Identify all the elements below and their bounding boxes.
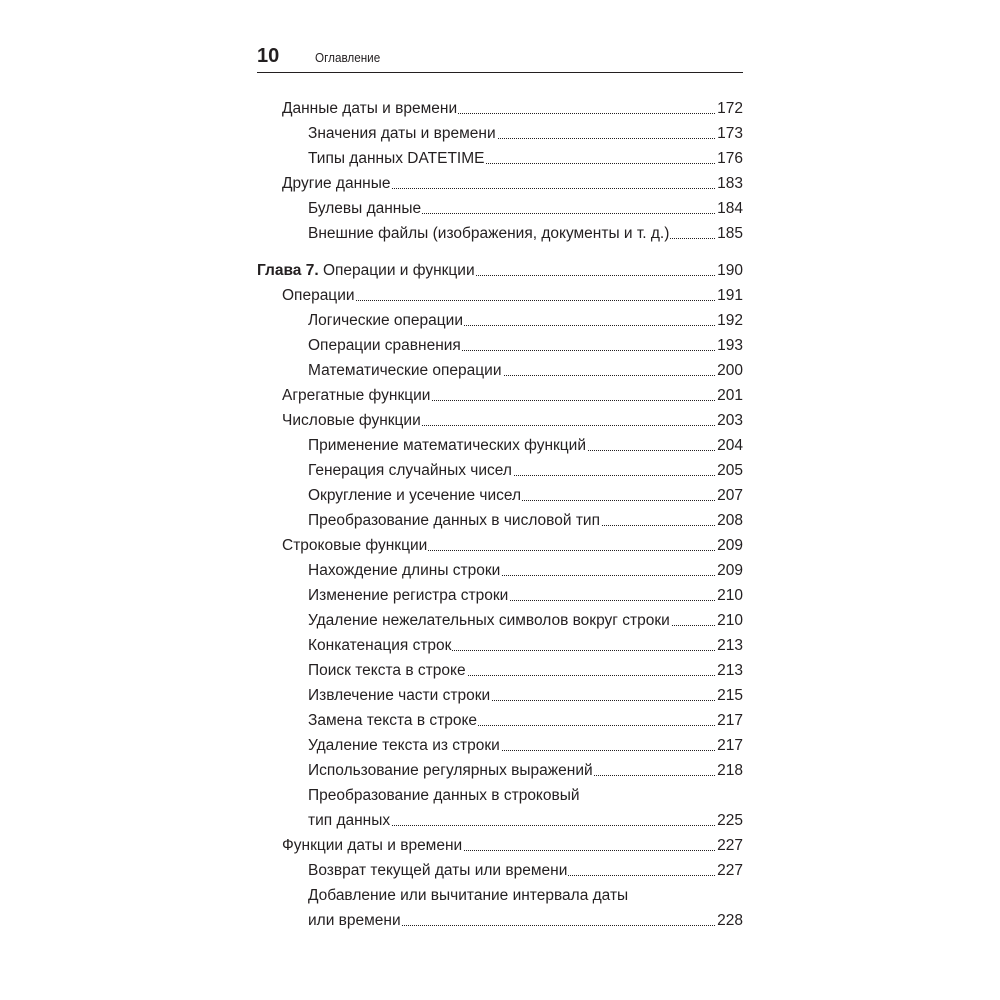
toc-entry bbox=[282, 533, 743, 558]
toc-entry bbox=[308, 708, 743, 733]
toc-entry-title-cont: тип данных bbox=[308, 812, 391, 829]
toc-entry bbox=[308, 458, 743, 483]
toc-page-number: 208 bbox=[716, 508, 743, 533]
toc-page-number: 183 bbox=[716, 171, 743, 196]
toc-page-number: 201 bbox=[716, 383, 743, 408]
toc-entry-title-cont: или времени bbox=[308, 912, 401, 929]
toc-entry-label bbox=[282, 412, 422, 429]
toc-entry-label bbox=[308, 437, 587, 454]
toc-page-number: 192 bbox=[716, 308, 743, 333]
toc-entry-title: Извлечение части строки bbox=[308, 687, 491, 704]
toc-entry-label bbox=[308, 200, 422, 217]
toc-entry-label bbox=[282, 837, 463, 854]
toc-entry-title: Другие данные bbox=[282, 175, 391, 192]
toc-entry-label bbox=[282, 175, 391, 192]
toc-entry-title: Изменение регистра строки bbox=[308, 587, 509, 604]
toc-page-number: 210 bbox=[716, 583, 743, 608]
toc-entry-title: Числовые функции bbox=[282, 412, 421, 429]
toc-entry-label bbox=[308, 487, 522, 504]
toc-page-number: 213 bbox=[716, 658, 743, 683]
toc-entry-label bbox=[308, 587, 509, 604]
toc-entry-title: Операции сравнения bbox=[308, 337, 461, 354]
toc-entry bbox=[308, 733, 743, 758]
toc-entry-label bbox=[308, 612, 671, 629]
toc-entry bbox=[308, 658, 743, 683]
toc-entry-label bbox=[308, 362, 503, 379]
toc-entry bbox=[308, 358, 743, 383]
toc-entry-title: Возврат текущей даты или времени bbox=[308, 862, 568, 879]
toc-entry-label bbox=[257, 262, 476, 279]
toc-entry-label bbox=[308, 462, 513, 479]
toc-entry-title: Математические операции bbox=[308, 362, 502, 379]
toc-entry-title: Операции и функции bbox=[318, 262, 475, 279]
toc-page-number: 184 bbox=[716, 196, 743, 221]
toc-page-number: 193 bbox=[716, 333, 743, 358]
toc-entry-continuation bbox=[308, 908, 743, 933]
toc-page-number: 205 bbox=[716, 458, 743, 483]
toc-entry bbox=[282, 283, 743, 308]
toc-entry bbox=[308, 858, 743, 883]
toc-entry-title: Значения даты и времени bbox=[308, 125, 496, 142]
toc-entry bbox=[308, 221, 743, 246]
toc-entry-label bbox=[308, 512, 601, 529]
toc-page-number: 207 bbox=[716, 483, 743, 508]
toc-entry bbox=[308, 883, 743, 933]
toc-page-number: 210 bbox=[716, 608, 743, 633]
toc-page-number: 215 bbox=[716, 683, 743, 708]
chapter-gap bbox=[257, 246, 743, 258]
toc-entry-label bbox=[308, 337, 462, 354]
toc-entry-label bbox=[308, 225, 670, 242]
toc-entry-title: Логические операции bbox=[308, 312, 463, 329]
toc-page-number: 190 bbox=[716, 258, 743, 283]
toc-entry-title: Замена текста в строке bbox=[308, 712, 478, 729]
toc-entry-label bbox=[282, 537, 428, 554]
toc-page-number: 217 bbox=[716, 733, 743, 758]
toc-entry bbox=[308, 783, 743, 833]
toc-page-number: 185 bbox=[716, 221, 743, 246]
toc-entry-title: Удаление нежелательных символов вокруг строки bbox=[308, 612, 670, 629]
toc-entry-label bbox=[308, 312, 464, 329]
toc-page-number: 225 bbox=[716, 808, 743, 833]
running-header bbox=[257, 44, 743, 73]
toc-entry-label bbox=[308, 150, 485, 167]
toc-entry bbox=[308, 196, 743, 221]
toc-entry-label bbox=[308, 562, 501, 579]
toc-page-number: 172 bbox=[716, 96, 743, 121]
toc-entry-title: Преобразование данных в строковый bbox=[308, 787, 580, 804]
toc-entry bbox=[308, 583, 743, 608]
toc-entry bbox=[282, 171, 743, 196]
toc-entry-title: Использование регулярных выражений bbox=[308, 762, 593, 779]
toc-entry-title: Применение математических функций bbox=[308, 437, 587, 454]
toc-entry-title: Внешние файлы (изображения, документы и т. д.) bbox=[308, 225, 670, 242]
toc-entry-label bbox=[308, 712, 478, 729]
toc-entry bbox=[308, 146, 743, 171]
toc-page-number: 217 bbox=[716, 708, 743, 733]
table-of-contents bbox=[257, 96, 743, 933]
toc-chapter-entry bbox=[257, 258, 743, 283]
toc-entry-title: Данные даты и времени bbox=[282, 100, 458, 117]
toc-entry bbox=[308, 608, 743, 633]
toc-entry-title: Типы данных DATETIME bbox=[308, 150, 485, 167]
toc-entry-label bbox=[308, 637, 452, 654]
toc-entry-title: Функции даты и времени bbox=[282, 837, 463, 854]
toc-entry-title: Добавление или вычитание интервала даты bbox=[308, 887, 629, 904]
toc-entry bbox=[282, 383, 743, 408]
toc-entry-label bbox=[308, 662, 467, 679]
running-title: Оглавление bbox=[315, 50, 381, 65]
toc-entry-title: Строковые функции bbox=[282, 537, 428, 554]
toc-entry-label bbox=[282, 287, 356, 304]
toc-page-number: 209 bbox=[716, 533, 743, 558]
toc-page-number: 176 bbox=[716, 146, 743, 171]
toc-entry bbox=[308, 558, 743, 583]
toc-page-number: 200 bbox=[716, 358, 743, 383]
toc-entry bbox=[308, 508, 743, 533]
toc-entry-title: Поиск текста в строке bbox=[308, 662, 466, 679]
toc-entry-label bbox=[308, 687, 491, 704]
toc-entry-label bbox=[308, 125, 497, 142]
toc-page-number: 209 bbox=[716, 558, 743, 583]
toc-page-number: 204 bbox=[716, 433, 743, 458]
page-number: 10 bbox=[257, 45, 280, 67]
toc-page-number: 218 bbox=[716, 758, 743, 783]
toc-entry-title: Преобразование данных в числовой тип bbox=[308, 512, 600, 529]
toc-entry-title: Округление и усечение чисел bbox=[308, 487, 522, 504]
toc-entry-label bbox=[282, 100, 458, 117]
toc-entry bbox=[308, 121, 743, 146]
toc-entry-title: Операции bbox=[282, 287, 355, 304]
toc-entry-title: Генерация случайных чисел bbox=[308, 462, 512, 479]
toc-entry bbox=[308, 333, 743, 358]
toc-entry-title: Булевы данные bbox=[308, 200, 422, 217]
toc-entry bbox=[308, 633, 743, 658]
toc-entry-title: Конкатенация строк bbox=[308, 637, 452, 654]
toc-page-number: 227 bbox=[716, 858, 743, 883]
toc-entry-label bbox=[282, 387, 431, 404]
toc-entry bbox=[308, 483, 743, 508]
toc-entry-continuation bbox=[308, 808, 743, 833]
toc-page-number: 191 bbox=[716, 283, 743, 308]
toc-entry-label bbox=[308, 862, 568, 879]
toc-entry bbox=[308, 683, 743, 708]
toc-page-number: 173 bbox=[716, 121, 743, 146]
toc-page-number: 227 bbox=[716, 833, 743, 858]
toc-page-number: 213 bbox=[716, 633, 743, 658]
toc-entry bbox=[308, 433, 743, 458]
toc-entry-label bbox=[308, 737, 501, 754]
toc-entry-title: Агрегатные функции bbox=[282, 387, 431, 404]
chapter-number: Глава 7. bbox=[257, 262, 319, 279]
toc-entry-title: Удаление текста из строки bbox=[308, 737, 500, 754]
toc-entry bbox=[282, 96, 743, 121]
toc-entry bbox=[308, 758, 743, 783]
toc-page-number: 228 bbox=[716, 908, 743, 933]
toc-entry-title: Нахождение длины строки bbox=[308, 562, 501, 579]
toc-entry bbox=[282, 408, 743, 433]
toc-entry bbox=[282, 833, 743, 858]
toc-entry-label bbox=[308, 762, 594, 779]
toc-entry bbox=[308, 308, 743, 333]
toc-page-number: 203 bbox=[716, 408, 743, 433]
